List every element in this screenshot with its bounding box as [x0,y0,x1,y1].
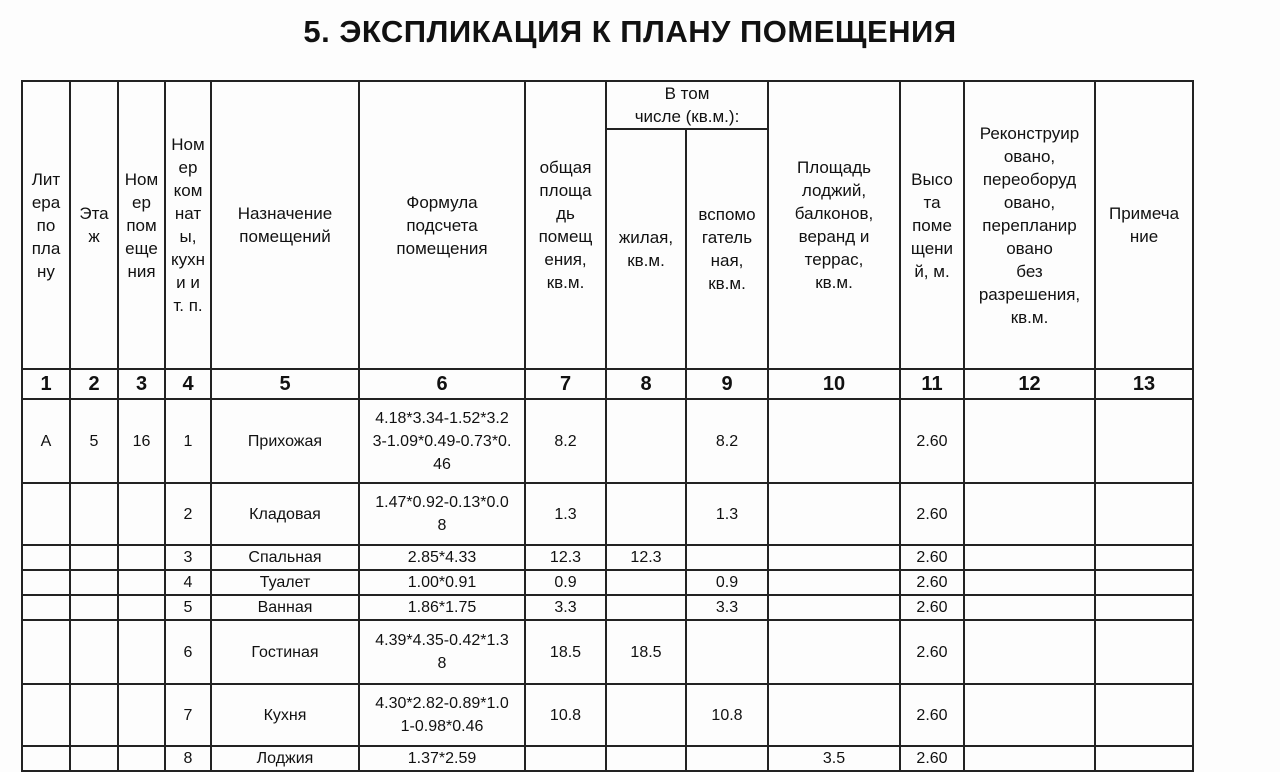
cell-nomer-pomeshcheniya [118,620,165,684]
cell-litera [22,746,70,771]
cell-nomer-pomeshcheniya [118,545,165,570]
table-row [22,746,1193,771]
cell-lodzhiya: 3.5 [768,746,900,771]
cell-nomer-komnaty: 6 [165,620,211,684]
cell-etazh [70,595,118,620]
cell-vspomogatelnaya [686,746,768,771]
cell-zhilaya: 12.3 [606,545,686,570]
cell-nomer-pomeshcheniya [118,746,165,771]
cell-lodzhiya [768,620,900,684]
table-row [22,620,1193,684]
cell-etazh [70,483,118,545]
cell-lodzhiya [768,570,900,595]
cell-zhilaya [606,684,686,746]
table-row [22,570,1193,595]
column-number: 6 [359,369,525,399]
cell-vspomogatelnaya [686,620,768,684]
header-naznachenie: Назначение помещений [211,81,359,369]
cell-nomer-komnaty: 1 [165,399,211,483]
cell-formula: 1.37*2.59 [359,746,525,771]
cell-rekonstruirovano [964,684,1095,746]
header-ploshchad-lodzhiy: Площадь лоджий, балконов, веранд и террас, кв.м. [768,81,900,369]
cell-rekonstruirovano [964,746,1095,771]
column-number: 13 [1095,369,1193,399]
explication-table [21,80,1194,772]
cell-obshchaya: 3.3 [525,595,606,620]
header-row-top [22,81,1193,129]
cell-obshchaya: 0.9 [525,570,606,595]
header-v-tom-chisle: В том числе (кв.м.): [606,81,768,129]
cell-obshchaya: 10.8 [525,684,606,746]
cell-rekonstruirovano [964,620,1095,684]
cell-vysota: 2.60 [900,483,964,545]
cell-primechanie [1095,483,1193,545]
header-vspomogatelnaya: вспомо гатель ная, кв.м. [686,129,768,369]
cell-formula: 4.30*2.82-0.89*1.0 1-0.98*0.46 [359,684,525,746]
cell-litera [22,595,70,620]
cell-naznachenie: Прихожая [211,399,359,483]
cell-naznachenie: Туалет [211,570,359,595]
cell-nomer-pomeshcheniya: 16 [118,399,165,483]
cell-rekonstruirovano [964,483,1095,545]
cell-vysota: 2.60 [900,399,964,483]
cell-etazh: 5 [70,399,118,483]
cell-zhilaya [606,595,686,620]
cell-rekonstruirovano [964,399,1095,483]
header-nomer-komnaty: Ном ер ком нат ы, кухн и и т. п. [165,81,211,369]
cell-lodzhiya [768,684,900,746]
header-litera: Лит ера по пла ну [22,81,70,369]
cell-etazh [70,620,118,684]
cell-litera [22,570,70,595]
cell-primechanie [1095,595,1193,620]
cell-obshchaya: 8.2 [525,399,606,483]
header-zhilaya: жилая, кв.м. [606,129,686,369]
cell-naznachenie: Гостиная [211,620,359,684]
column-number-row [22,369,1193,399]
cell-litera [22,483,70,545]
cell-nomer-pomeshcheniya [118,595,165,620]
cell-vysota: 2.60 [900,570,964,595]
column-number: 9 [686,369,768,399]
header-etazh: Эта ж [70,81,118,369]
cell-etazh [70,684,118,746]
column-number: 10 [768,369,900,399]
cell-etazh [70,570,118,595]
cell-zhilaya [606,746,686,771]
cell-zhilaya [606,570,686,595]
cell-litera: А [22,399,70,483]
cell-primechanie [1095,399,1193,483]
column-number: 11 [900,369,964,399]
table-row [22,545,1193,570]
column-number: 3 [118,369,165,399]
table-row [22,483,1193,545]
cell-nomer-komnaty: 3 [165,545,211,570]
cell-primechanie [1095,570,1193,595]
cell-rekonstruirovano [964,570,1095,595]
cell-vspomogatelnaya: 10.8 [686,684,768,746]
cell-lodzhiya [768,595,900,620]
cell-vysota: 2.60 [900,545,964,570]
cell-naznachenie: Лоджия [211,746,359,771]
cell-primechanie [1095,684,1193,746]
cell-vspomogatelnaya: 1.3 [686,483,768,545]
cell-obshchaya [525,746,606,771]
cell-naznachenie: Кухня [211,684,359,746]
header-nomer-pomeshcheniya: Ном ер пом еще ния [118,81,165,369]
cell-formula: 1.00*0.91 [359,570,525,595]
cell-vysota: 2.60 [900,684,964,746]
cell-etazh [70,746,118,771]
cell-naznachenie: Кладовая [211,483,359,545]
column-number: 5 [211,369,359,399]
cell-vspomogatelnaya: 3.3 [686,595,768,620]
cell-zhilaya: 18.5 [606,620,686,684]
column-number: 1 [22,369,70,399]
cell-obshchaya: 12.3 [525,545,606,570]
cell-formula: 2.85*4.33 [359,545,525,570]
cell-primechanie [1095,620,1193,684]
cell-rekonstruirovano [964,595,1095,620]
cell-zhilaya [606,483,686,545]
cell-litera [22,620,70,684]
cell-nomer-komnaty: 4 [165,570,211,595]
header-obshchaya-ploshchad: общая площа дь помещ ения, кв.м. [525,81,606,369]
cell-nomer-komnaty: 8 [165,746,211,771]
header-vysota: Высо та поме щени й, м. [900,81,964,369]
cell-formula: 4.18*3.34-1.52*3.2 3-1.09*0.49-0.73*0. 46 [359,399,525,483]
cell-naznachenie: Ванная [211,595,359,620]
header-rekonstruirovano: Реконструир овано, переоборуд овано, перепланир овано без разрешения, кв.м. [964,81,1095,369]
cell-vspomogatelnaya: 0.9 [686,570,768,595]
cell-etazh [70,545,118,570]
table-row [22,684,1193,746]
cell-primechanie [1095,545,1193,570]
cell-nomer-komnaty: 2 [165,483,211,545]
cell-vspomogatelnaya: 8.2 [686,399,768,483]
cell-vspomogatelnaya [686,545,768,570]
cell-nomer-komnaty: 5 [165,595,211,620]
cell-nomer-pomeshcheniya [118,570,165,595]
cell-nomer-pomeshcheniya [118,483,165,545]
column-number: 12 [964,369,1095,399]
cell-nomer-pomeshcheniya [118,684,165,746]
document-title: 5. ЭКСПЛИКАЦИЯ К ПЛАНУ ПОМЕЩЕНИЯ [303,14,957,49]
cell-obshchaya: 18.5 [525,620,606,684]
table-row [22,595,1193,620]
cell-rekonstruirovano [964,545,1095,570]
column-number: 7 [525,369,606,399]
cell-obshchaya: 1.3 [525,483,606,545]
cell-lodzhiya [768,399,900,483]
cell-litera [22,545,70,570]
column-number: 2 [70,369,118,399]
cell-vysota: 2.60 [900,746,964,771]
cell-formula: 1.47*0.92-0.13*0.0 8 [359,483,525,545]
header-formula: Формула подсчета помещения [359,81,525,369]
cell-lodzhiya [768,483,900,545]
cell-vysota: 2.60 [900,620,964,684]
column-number: 8 [606,369,686,399]
cell-vysota: 2.60 [900,595,964,620]
cell-formula: 4.39*4.35-0.42*1.3 8 [359,620,525,684]
cell-formula: 1.86*1.75 [359,595,525,620]
cell-lodzhiya [768,545,900,570]
cell-naznachenie: Спальная [211,545,359,570]
cell-zhilaya [606,399,686,483]
cell-nomer-komnaty: 7 [165,684,211,746]
table-row [22,399,1193,483]
cell-primechanie [1095,746,1193,771]
header-primechanie: Примеча ние [1095,81,1193,369]
column-number: 4 [165,369,211,399]
cell-litera [22,684,70,746]
